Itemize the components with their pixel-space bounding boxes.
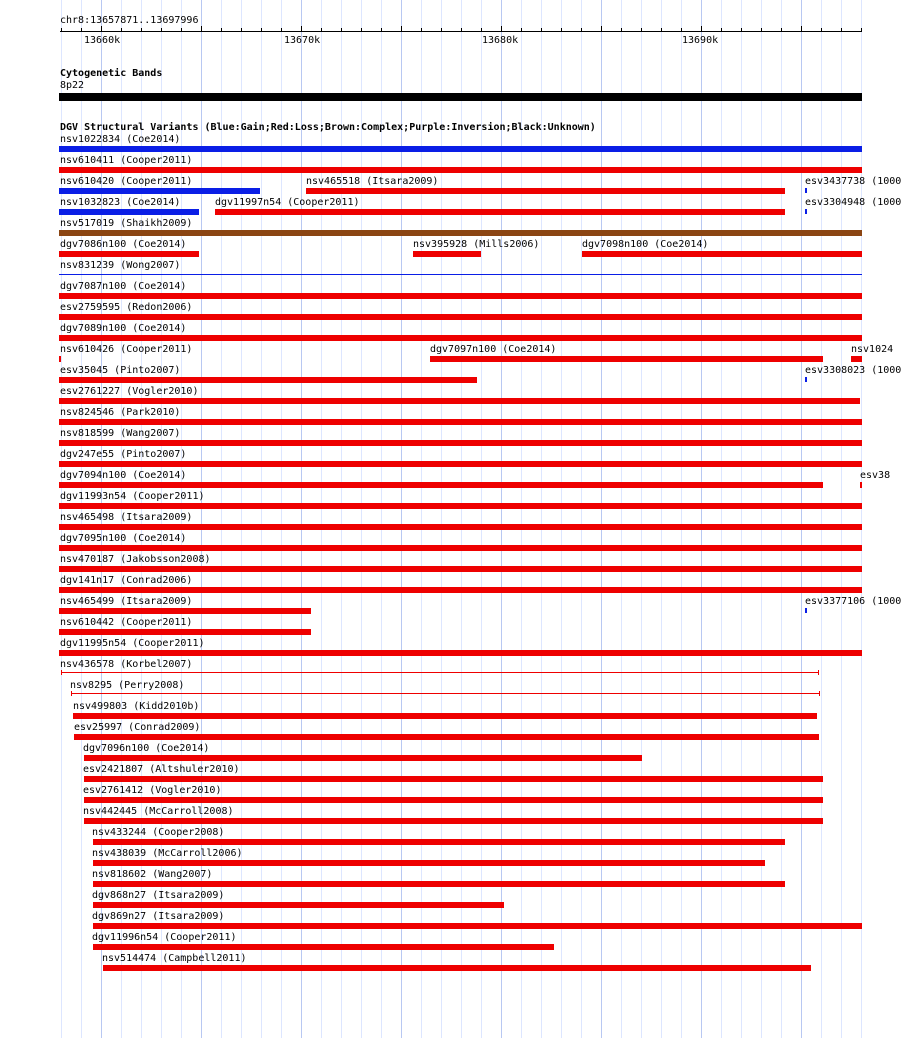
variant-label: nsv438039 (McCarroll2006) xyxy=(92,848,243,859)
variant-bar[interactable] xyxy=(215,209,785,215)
variant-bar[interactable] xyxy=(59,524,862,530)
variant-label: nsv610426 (Cooper2011) xyxy=(60,344,193,355)
variant-bar[interactable] xyxy=(306,188,785,194)
grid-line xyxy=(861,0,862,1038)
variant-label: nsv433244 (Cooper2008) xyxy=(92,827,225,838)
variant-bar[interactable] xyxy=(59,188,260,194)
ruler-tick xyxy=(221,28,222,32)
ruler-tick xyxy=(641,28,642,32)
variant-label: esv2421807 (Altshuler2010) xyxy=(83,764,240,775)
variant-label: dgv7087n100 (Coe2014) xyxy=(60,281,187,292)
grid-line xyxy=(841,0,842,1038)
variant-bar[interactable] xyxy=(59,482,823,488)
variant-label: dgv7086n100 (Coe2014) xyxy=(60,239,187,250)
variant-bar[interactable] xyxy=(93,923,862,929)
variant-bar-end xyxy=(71,691,72,696)
ruler-tick xyxy=(761,28,762,32)
variant-bar-end xyxy=(818,670,819,675)
ruler-tick xyxy=(721,28,722,32)
variant-label: nsv465499 (Itsara2009) xyxy=(60,596,193,607)
variant-bar-end xyxy=(61,670,62,675)
variant-label: esv3437738 (1000 xyxy=(805,176,901,187)
ruler-tick xyxy=(201,26,202,32)
variant-label: nsv442445 (McCarroll2008) xyxy=(83,806,234,817)
ruler-tick xyxy=(361,28,362,32)
variant-label: nsv8295 (Perry2008) xyxy=(70,680,185,691)
variant-bar[interactable] xyxy=(860,482,862,488)
variant-bar[interactable] xyxy=(59,146,862,152)
variant-label: dgv7098n100 (Coe2014) xyxy=(582,239,709,250)
variant-label: esv38 xyxy=(860,470,891,481)
variant-bar[interactable] xyxy=(805,377,807,382)
ruler-tick xyxy=(501,26,502,32)
variant-label: nsv499803 (Kidd2010b) xyxy=(73,701,200,712)
variant-label: esv2759595 (Redon2006) xyxy=(60,302,193,313)
variant-bar[interactable] xyxy=(71,693,820,694)
variant-label: esv2761412 (Vogler2010) xyxy=(83,785,222,796)
ruler-tick xyxy=(441,28,442,32)
variant-bar[interactable] xyxy=(59,608,311,614)
ruler-tick-label: 13670k xyxy=(284,35,321,46)
variant-bar[interactable] xyxy=(805,188,807,193)
variant-bar[interactable] xyxy=(59,293,862,299)
variant-bar[interactable] xyxy=(61,672,819,673)
ruler-tick xyxy=(281,28,282,32)
grid-line xyxy=(821,0,822,1038)
variant-bar[interactable] xyxy=(59,209,199,215)
variant-label: nsv824546 (Park2010) xyxy=(60,407,181,418)
ruler-tick xyxy=(341,28,342,32)
variant-bar-end xyxy=(819,691,820,696)
variant-bar[interactable] xyxy=(59,356,61,362)
ruler-tick xyxy=(801,26,802,32)
variant-label: dgv11997n54 (Cooper2011) xyxy=(215,197,360,208)
variant-bar[interactable] xyxy=(59,440,862,446)
ruler-tick xyxy=(301,26,302,32)
ruler-tick xyxy=(261,28,262,32)
ruler-tick xyxy=(161,28,162,32)
ruler-tick xyxy=(461,28,462,32)
ruler-tick xyxy=(421,28,422,32)
variant-bar[interactable] xyxy=(59,251,199,257)
variant-label: dgv7096n100 (Coe2014) xyxy=(83,743,210,754)
ruler-tick-label: 13660k xyxy=(84,35,121,46)
ruler-tick xyxy=(841,28,842,32)
ruler-tick xyxy=(141,28,142,32)
variant-bar[interactable] xyxy=(84,755,642,761)
variant-bar[interactable] xyxy=(93,944,554,950)
variant-label: nsv1022834 (Coe2014) xyxy=(60,134,181,145)
cytoband-bar[interactable] xyxy=(59,93,862,101)
variant-label: dgv141n17 (Conrad2006) xyxy=(60,575,193,586)
variant-label: esv3304948 (1000 xyxy=(805,197,901,208)
variant-label: nsv514474 (Campbell2011) xyxy=(102,953,247,964)
variant-label: dgv869n27 (Itsara2009) xyxy=(92,911,225,922)
variant-label: esv25997 (Conrad2009) xyxy=(74,722,201,733)
variant-label: nsv818602 (Wang2007) xyxy=(92,869,213,880)
variant-label: dgv7095n100 (Coe2014) xyxy=(60,533,187,544)
variant-bar[interactable] xyxy=(84,818,823,824)
variant-bar[interactable] xyxy=(103,965,811,971)
ruler-tick xyxy=(621,28,622,32)
ruler-tick xyxy=(481,28,482,32)
variant-label: dgv11995n54 (Cooper2011) xyxy=(60,638,205,649)
dgv-track-title: DGV Structural Variants (Blue:Gain;Red:Loss;Brown:Complex;Purple:Inversion;Black:Unknown) xyxy=(60,122,596,133)
ruler-tick xyxy=(581,28,582,32)
variant-bar[interactable] xyxy=(73,713,817,719)
variant-bar[interactable] xyxy=(59,314,862,320)
ruler-tick xyxy=(81,28,82,32)
variant-bar[interactable] xyxy=(805,608,807,613)
ruler-tick xyxy=(241,28,242,32)
variant-bar[interactable] xyxy=(59,545,862,551)
ruler-tick xyxy=(321,28,322,32)
ruler-tick xyxy=(401,26,402,32)
cytoband-name: 8p22 xyxy=(60,80,85,91)
ruler-tick xyxy=(821,28,822,32)
ruler-tick xyxy=(781,28,782,32)
variant-bar[interactable] xyxy=(430,356,823,362)
variant-bar[interactable] xyxy=(59,461,862,467)
variant-bar[interactable] xyxy=(805,209,807,214)
variant-bar[interactable] xyxy=(59,335,862,341)
variant-label: esv3377106 (1000 xyxy=(805,596,901,607)
variant-label: nsv1032823 (Coe2014) xyxy=(60,197,181,208)
variant-bar[interactable] xyxy=(93,881,785,887)
variant-bar[interactable] xyxy=(413,251,481,257)
variant-label: esv2761227 (Vogler2010) xyxy=(60,386,199,397)
variant-bar[interactable] xyxy=(59,398,860,404)
variant-bar[interactable] xyxy=(59,650,862,656)
variant-label: dgv247e55 (Pinto2007) xyxy=(60,449,187,460)
ruler-tick xyxy=(61,28,62,32)
variant-bar[interactable] xyxy=(59,629,311,635)
ruler-tick xyxy=(381,28,382,32)
variant-label: nsv517019 (Shaikh2009) xyxy=(60,218,193,229)
grid-line xyxy=(801,0,802,1038)
variant-bar[interactable] xyxy=(93,839,785,845)
ruler-tick xyxy=(701,26,702,32)
ruler-tick xyxy=(681,28,682,32)
variant-bar[interactable] xyxy=(74,734,819,740)
variant-label: nsv395928 (Mills2006) xyxy=(413,239,540,250)
ruler-tick xyxy=(741,28,742,32)
variant-bar[interactable] xyxy=(851,356,862,362)
variant-bar[interactable] xyxy=(59,503,862,509)
variant-bar[interactable] xyxy=(93,860,765,866)
variant-label: nsv818599 (Wang2007) xyxy=(60,428,181,439)
variant-label: dgv11993n54 (Cooper2011) xyxy=(60,491,205,502)
ruler-tick-label: 13690k xyxy=(682,35,719,46)
variant-bar[interactable] xyxy=(59,566,862,572)
variant-bar[interactable] xyxy=(59,230,862,236)
variant-bar[interactable] xyxy=(59,419,862,425)
variant-label: nsv1024 xyxy=(851,344,894,355)
variant-label: nsv436578 (Korbel2007) xyxy=(60,659,193,670)
variant-label: nsv610442 (Cooper2011) xyxy=(60,617,193,628)
variant-bar[interactable] xyxy=(59,274,862,275)
ruler-tick xyxy=(601,26,602,32)
variant-label: nsv465518 (Itsara2009) xyxy=(306,176,439,187)
variant-bar[interactable] xyxy=(84,776,823,782)
variant-label: esv3308023 (1000 xyxy=(805,365,901,376)
variant-label: dgv868n27 (Itsara2009) xyxy=(92,890,225,901)
region-label: chr8:13657871..13697996 xyxy=(60,15,199,26)
variant-bar[interactable] xyxy=(582,251,862,257)
variant-label: nsv831239 (Wong2007) xyxy=(60,260,181,271)
cytoband-track-title: Cytogenetic Bands xyxy=(60,68,163,79)
variant-label: nsv610420 (Cooper2011) xyxy=(60,176,193,187)
variant-label: dgv11996n54 (Cooper2011) xyxy=(92,932,237,943)
variant-label: nsv465498 (Itsara2009) xyxy=(60,512,193,523)
ruler-tick xyxy=(861,28,862,32)
variant-bar[interactable] xyxy=(59,587,862,593)
ruler-tick xyxy=(661,28,662,32)
variant-label: nsv470187 (Jakobsson2008) xyxy=(60,554,211,565)
variant-label: dgv7094n100 (Coe2014) xyxy=(60,470,187,481)
variant-label: esv35045 (Pinto2007) xyxy=(60,365,181,376)
ruler-tick xyxy=(101,26,102,32)
ruler-tick xyxy=(561,28,562,32)
variant-label: nsv610411 (Cooper2011) xyxy=(60,155,193,166)
ruler-tick xyxy=(121,28,122,32)
variant-bar[interactable] xyxy=(84,797,823,803)
ruler-tick xyxy=(181,28,182,32)
variant-bar[interactable] xyxy=(93,902,504,908)
variant-bar[interactable] xyxy=(59,377,477,383)
ruler-tick-label: 13680k xyxy=(482,35,519,46)
ruler-tick xyxy=(541,28,542,32)
ruler-tick xyxy=(521,28,522,32)
variant-bar[interactable] xyxy=(59,167,862,173)
variant-label: dgv7089n100 (Coe2014) xyxy=(60,323,187,334)
variant-label: dgv7097n100 (Coe2014) xyxy=(430,344,557,355)
